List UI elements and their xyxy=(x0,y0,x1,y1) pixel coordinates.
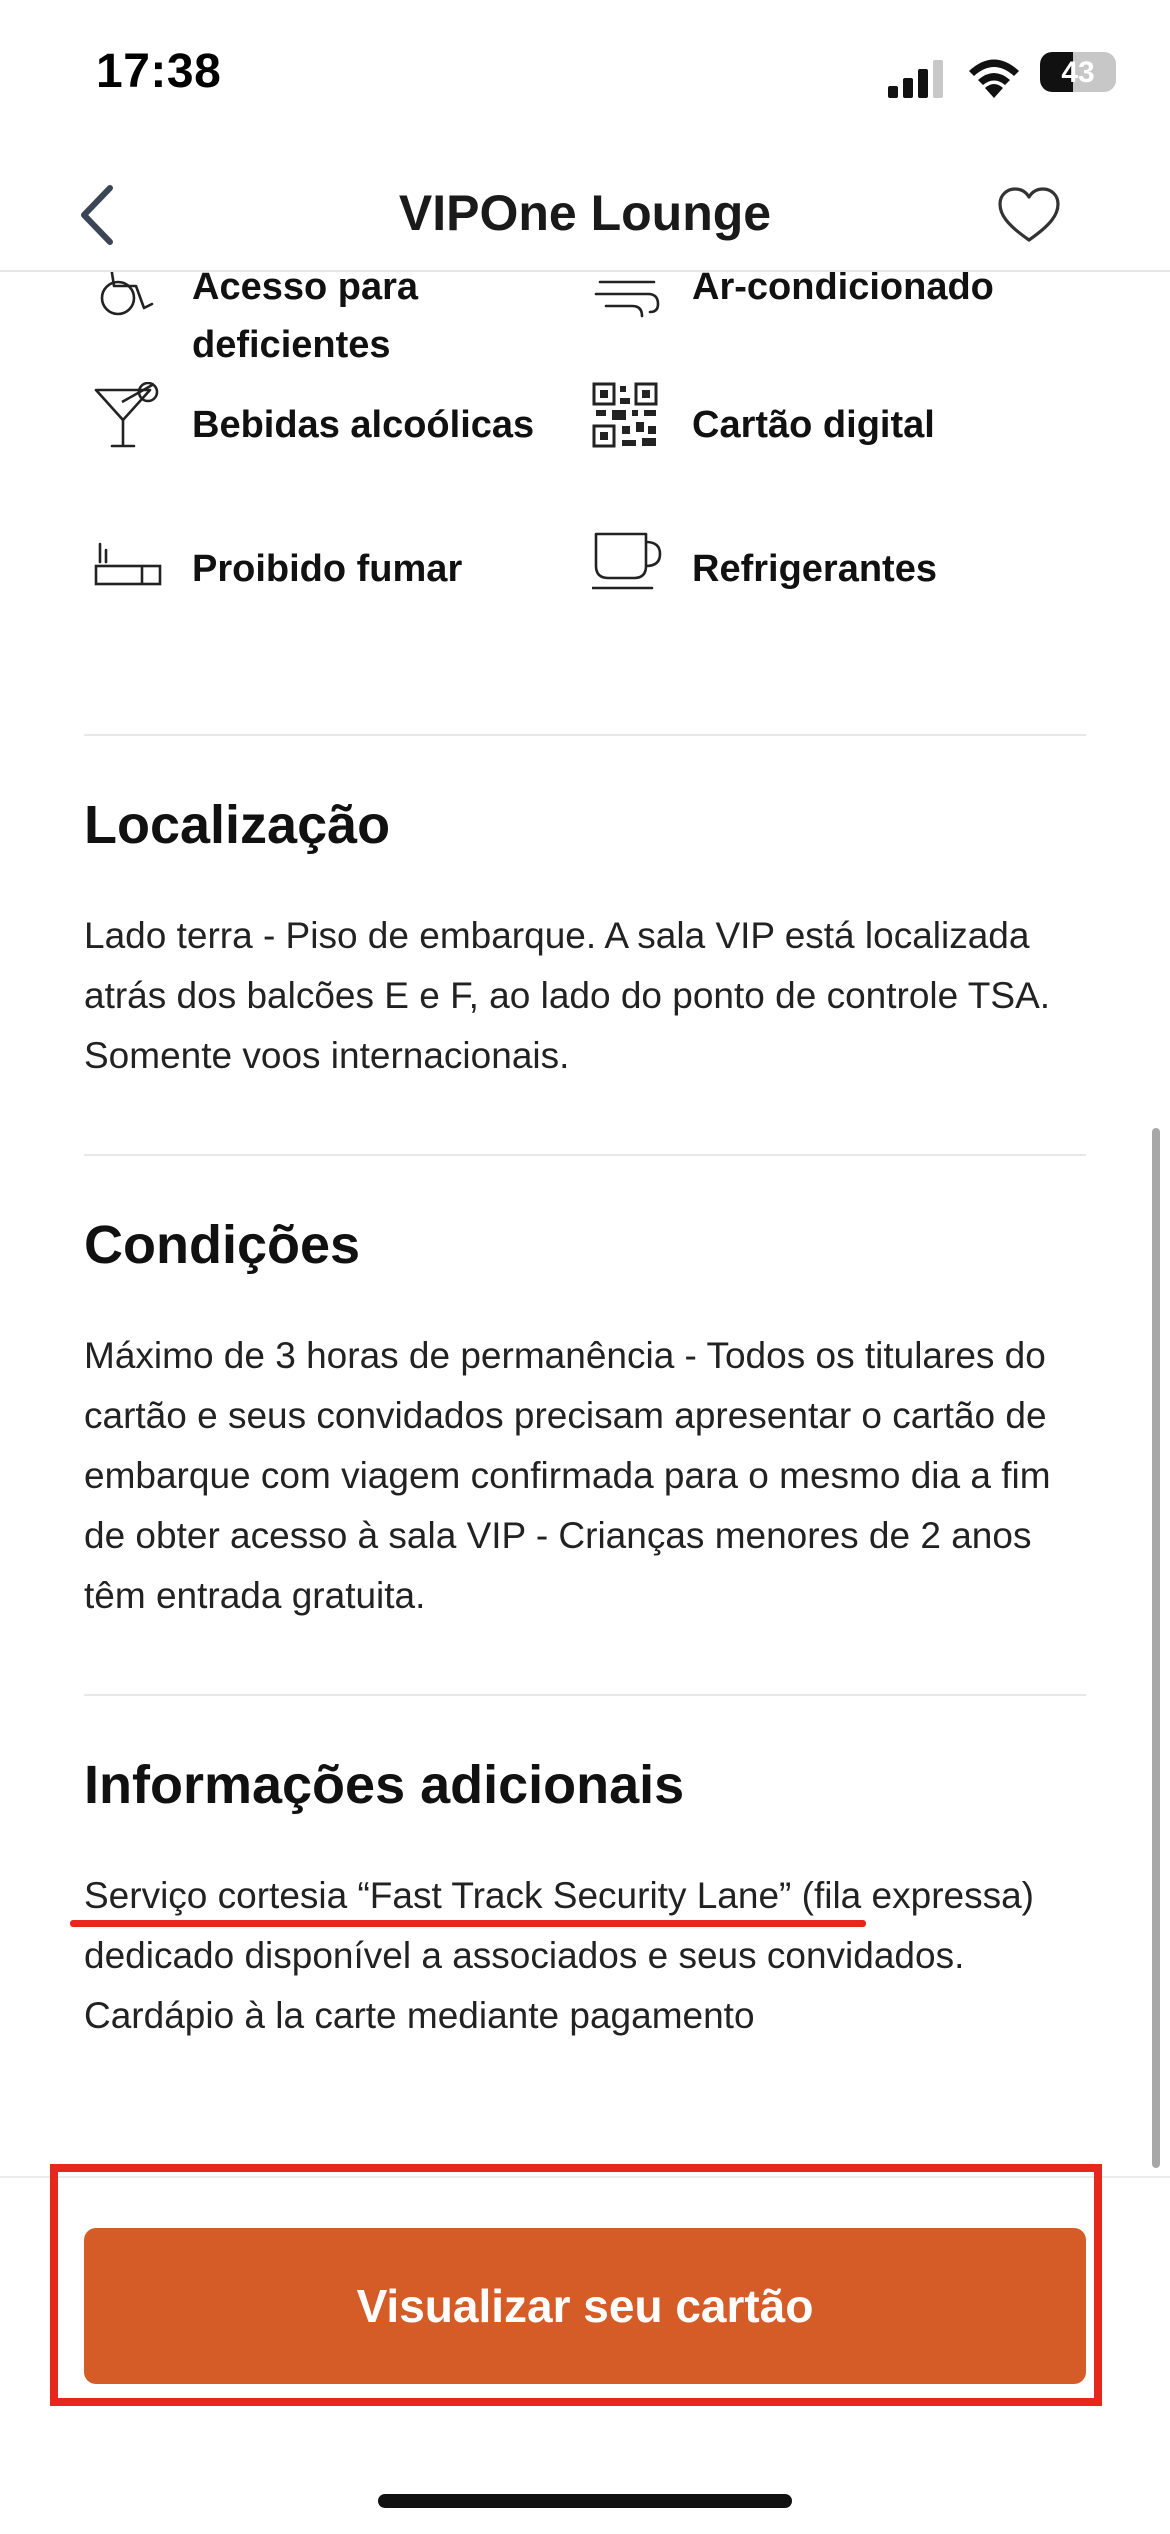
section-divider xyxy=(84,734,1086,736)
view-card-button[interactable]: Visualizar seu cartão xyxy=(84,2228,1086,2384)
amenity-label: Cartão digital xyxy=(692,404,935,446)
no-smoking-icon xyxy=(92,526,166,596)
location-title: Localização xyxy=(84,795,391,855)
section-divider xyxy=(84,1154,1086,1156)
amenity-label: Proibido fumar xyxy=(192,548,463,590)
annotation-highlight-box xyxy=(50,2164,1102,2406)
cup-icon xyxy=(592,526,666,596)
status-time: 17:38 xyxy=(96,45,222,98)
scrollbar[interactable] xyxy=(1152,1128,1160,2168)
page-title: VIPOne Lounge xyxy=(398,185,772,241)
battery-percent: 43 xyxy=(1061,56,1095,89)
amenity-label: Ar-condicionado xyxy=(692,272,994,308)
conditions-title: Condições xyxy=(84,1215,361,1275)
location-text: Lado terra - Piso de embarque. A sala VIP está localizada atrás dos balcões E e F, ao lado do ponto de controle TSA. Somente voos internacionais. xyxy=(84,915,1051,1076)
section-divider xyxy=(84,1694,1086,1696)
amenity-label: Bebidas alcoólicas xyxy=(192,404,535,446)
qr-code-icon xyxy=(592,382,666,452)
wheelchair-icon xyxy=(92,272,166,326)
cocktail-icon xyxy=(92,382,166,452)
annotation-underline xyxy=(70,1920,866,1927)
amenity-label: Refrigerantes xyxy=(692,548,937,590)
cellular-signal-icon xyxy=(888,58,948,98)
wifi-icon xyxy=(966,54,1022,98)
status-bar xyxy=(0,0,1170,150)
air-conditioning-icon xyxy=(592,272,666,328)
home-indicator[interactable] xyxy=(378,2494,792,2508)
bottom-action-bar xyxy=(0,2176,1170,2534)
heart-outline-icon[interactable] xyxy=(996,186,1062,246)
nav-bar xyxy=(0,150,1170,272)
additional-info-title: Informações adicionais xyxy=(84,1755,685,1815)
status-icons xyxy=(888,50,1118,100)
additional-info-text: Serviço cortesia “Fast Track Security Lane” (fila expressa) dedicado disponível a associados e seus convidados. Cardápio à la carte mediante pagamento xyxy=(84,1875,1034,2036)
battery-icon xyxy=(1040,52,1116,92)
conditions-text: Máximo de 3 horas de permanência - Todos os titulares do cartão e seus convidados precisam apresentar o cartão de embarque com viagem confirmada para o mesmo dia a fim de obter acesso à sala VIP - Crianças menores de 2 anos têm entrada gratuita. xyxy=(84,1335,1051,1616)
amenity-label: Acesso para deficientes xyxy=(192,272,419,366)
lounge-details[interactable] xyxy=(0,272,1170,2172)
